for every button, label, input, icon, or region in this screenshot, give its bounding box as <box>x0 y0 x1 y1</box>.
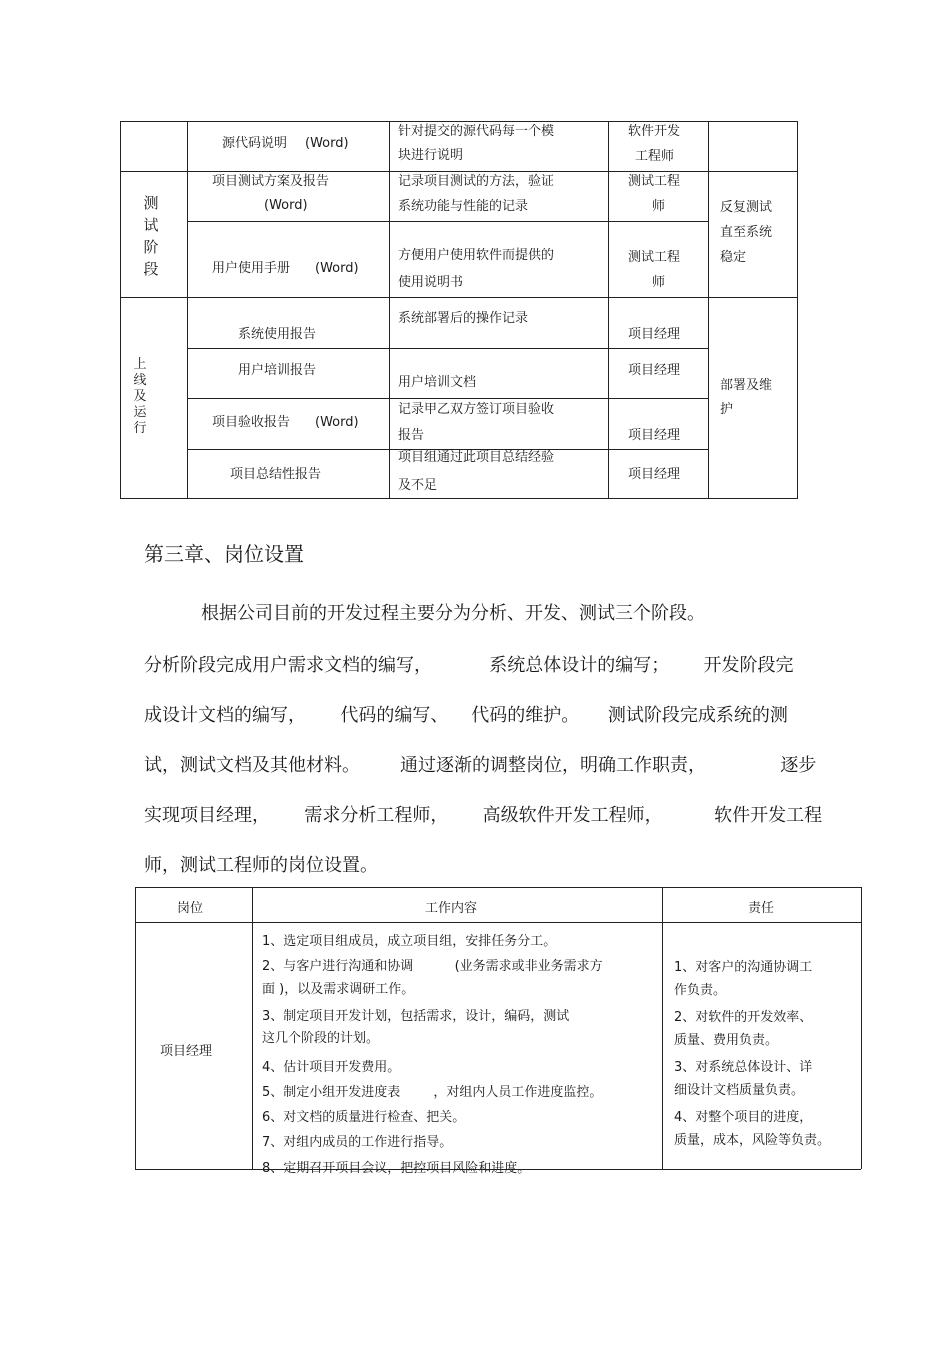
stage-note: 部署及维 <box>720 378 773 393</box>
doc-owner: 工程师 <box>635 149 675 164</box>
doc-name: 项目验收报告 <box>212 415 291 430</box>
responsibility-item: 3、对系统总体设计、详 <box>674 1060 813 1075</box>
work-item: 面 )，以及需求调研工作。 <box>262 982 415 997</box>
doc-description: 记录甲乙双方签订项目验收 <box>398 402 555 417</box>
doc-owner: 项目经理 <box>628 428 681 443</box>
work-item: 6、对文档的质量进行检查、把关。 <box>262 1110 466 1125</box>
work-item: 3、制定项目开发计划，包括需求，设计，编码，测试 <box>262 1009 570 1024</box>
paragraph-line: 师，测试工程师的岗位设置。 <box>144 855 378 876</box>
stage-note: 反复测试 <box>720 200 773 215</box>
doc-owner: 项目经理 <box>628 467 681 482</box>
paragraph-line: 分析阶段完成用户需求文档的编写， 系统总体设计的编写； 开发阶段完 <box>144 655 794 676</box>
doc-description: 及不足 <box>398 478 438 493</box>
responsibility-item: 细设计文档质量负责。 <box>674 1083 805 1098</box>
work-item: 4、估计项目开发费用。 <box>262 1060 401 1075</box>
doc-description: 针对提交的源代码每一个模 <box>398 124 555 139</box>
paragraph-line: 根据公司目前的开发过程主要分为分析、开发、测试三个阶段。 <box>201 603 705 624</box>
work-item: 5、制定小组开发进度表 ，对组内人员工作进度监控。 <box>262 1085 603 1100</box>
doc-description: 块进行说明 <box>398 148 464 163</box>
table-header: 责任 <box>748 901 775 916</box>
doc-name: 项目测试方案及报告 <box>212 174 330 189</box>
responsibility-item: 4、对整个项目的进度， <box>674 1110 813 1125</box>
role-name: 项目经理 <box>160 1044 213 1059</box>
doc-description: 用户培训文档 <box>398 375 477 390</box>
doc-format: (Word) <box>315 415 359 430</box>
doc-name: 用户培训报告 <box>238 363 317 378</box>
doc-format: (Word) <box>315 261 359 276</box>
doc-name: 项目总结性报告 <box>230 467 322 482</box>
work-item: 7、对组内成员的工作进行指导。 <box>262 1135 453 1150</box>
doc-format: (Word) <box>264 198 308 213</box>
work-item: 这几个阶段的计划。 <box>262 1031 380 1046</box>
stage-label-test: 测 试 阶 段 <box>143 194 159 278</box>
doc-description: 项目组通过此项目总结经验 <box>398 450 555 465</box>
doc-description: 使用说明书 <box>398 275 464 290</box>
stage-note: 护 <box>720 402 734 417</box>
responsibility-item: 质量，成本，风险等负责。 <box>674 1133 831 1148</box>
work-item: 8、定期召开项目会议，把控项目风险和进度。 <box>262 1161 531 1176</box>
doc-name: 系统使用报告 <box>238 327 317 342</box>
paragraph-line: 成设计文档的编写， 代码的编写、 代码的维护。 测试阶段完成系统的测 <box>144 705 788 726</box>
doc-owner: 测试工程 <box>628 174 681 189</box>
responsibility-item: 1、对客户的沟通协调工 <box>674 960 813 975</box>
responsibility-item: 2、对软件的开发效率、 <box>674 1010 813 1025</box>
work-item: 1、选定项目组成员，成立项目组，安排任务分工。 <box>262 934 557 949</box>
stage-note: 稳定 <box>720 250 747 265</box>
doc-description: 报告 <box>398 428 425 443</box>
doc-name: 源代码说明 <box>222 136 288 151</box>
stage-label-deploy: 上 线 及 运 行 <box>133 357 147 436</box>
table-header: 岗位 <box>177 901 204 916</box>
doc-description: 记录项目测试的方法，验证 <box>398 174 555 189</box>
doc-owner: 项目经理 <box>628 327 681 342</box>
doc-description: 系统部署后的操作记录 <box>398 311 529 326</box>
paragraph-line: 试，测试文档及其他材料。 通过逐渐的调整岗位，明确工作职责， 逐步 <box>144 755 817 776</box>
chapter-heading: 第三章、岗位设置 <box>144 542 304 566</box>
stage-note: 直至系统 <box>720 225 773 240</box>
doc-owner: 师 <box>652 199 666 214</box>
work-item: 2、与客户进行沟通和协调 (业务需求或非业务需求方 <box>262 959 603 974</box>
doc-owner: 项目经理 <box>628 363 681 378</box>
table-header: 工作内容 <box>425 901 478 916</box>
doc-format: (Word) <box>305 136 349 151</box>
doc-description: 系统功能与性能的记录 <box>398 199 529 214</box>
doc-owner: 测试工程 <box>628 250 681 265</box>
doc-owner: 师 <box>652 275 666 290</box>
responsibility-item: 质量、费用负责。 <box>674 1033 779 1048</box>
paragraph-line: 实现项目经理， 需求分析工程师， 高级软件开发工程师， 软件开发工程 <box>144 805 823 826</box>
doc-owner: 软件开发 <box>628 124 681 139</box>
doc-description: 方便用户使用软件而提供的 <box>398 248 555 263</box>
doc-name: 用户使用手册 <box>212 261 291 276</box>
responsibility-item: 作负责。 <box>674 983 727 998</box>
